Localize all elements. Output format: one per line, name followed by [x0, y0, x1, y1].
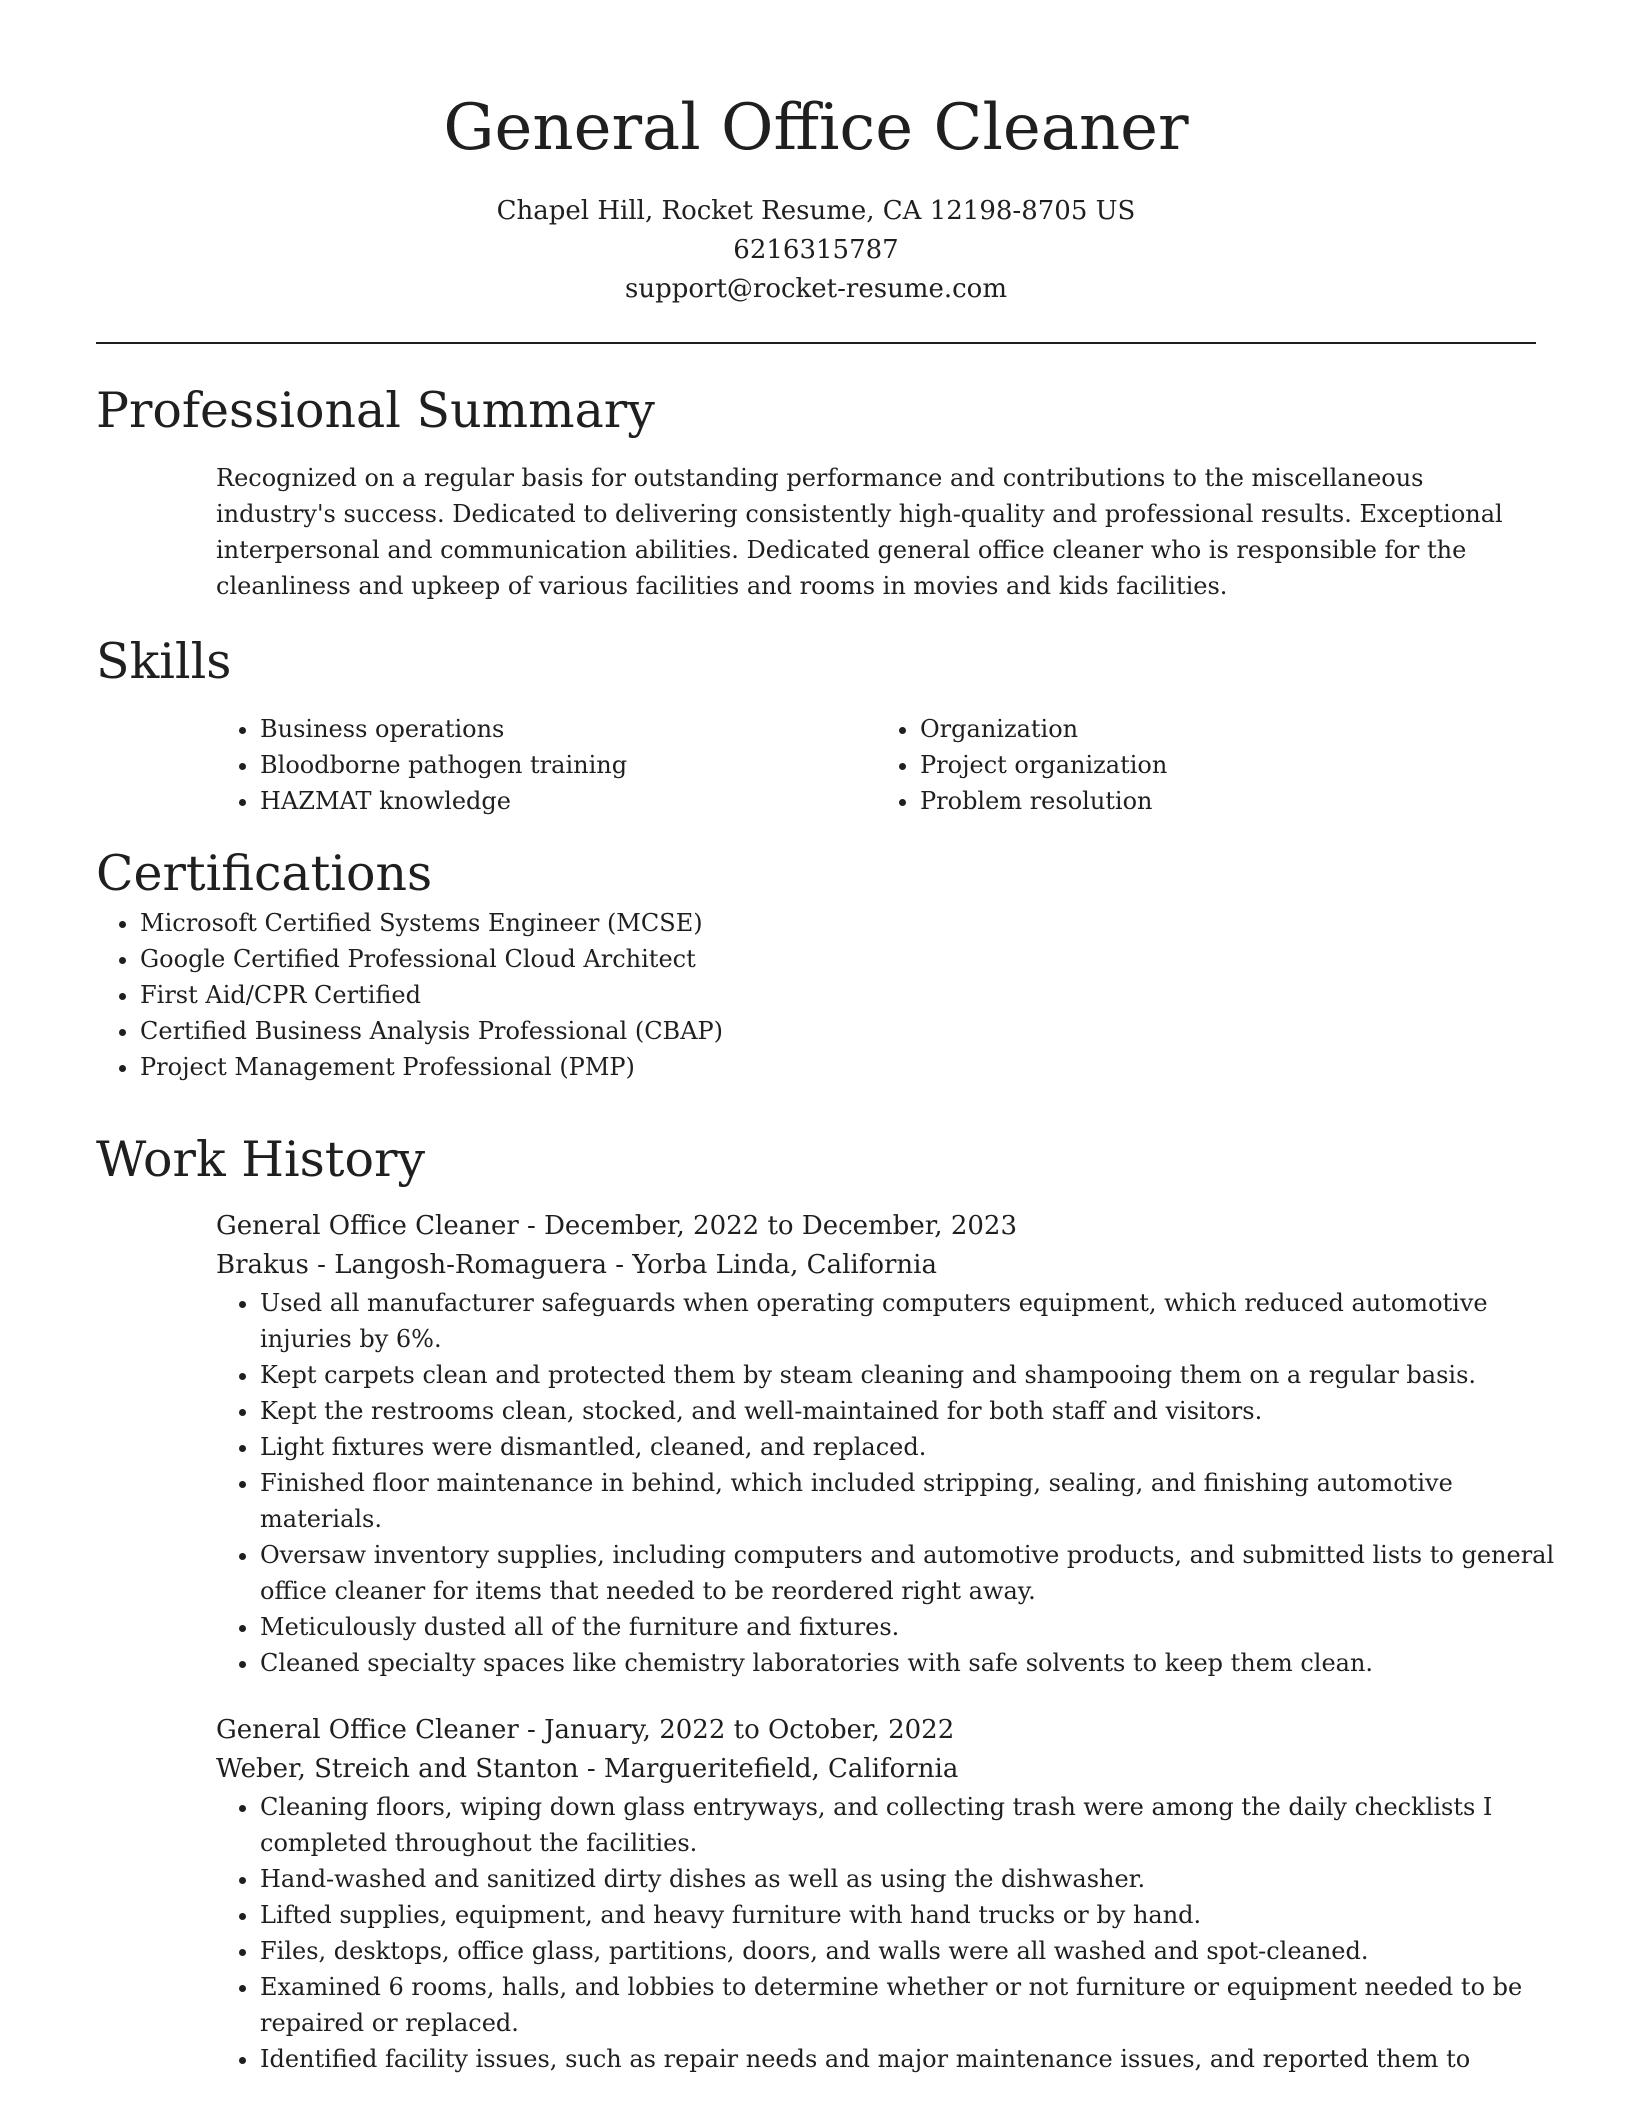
skill-item: • Business operations [260, 711, 876, 747]
skill-item: • HAZMAT knowledge [260, 783, 876, 819]
job-duty-item: • Kept the restrooms clean, stocked, and well-maintained for both staff and visitors. [260, 1393, 1580, 1429]
certification-item: • Microsoft Certified Systems Engineer (MCSE) [140, 905, 1536, 941]
contact-phone: 6216315787 [733, 235, 899, 265]
job-duties-list [216, 1789, 1580, 2077]
certification-item: • Certified Business Analysis Professional (CBAP) [140, 1013, 1536, 1049]
certification-item: • Project Management Professional (PMP) [140, 1049, 1536, 1085]
certification-item: • Google Certified Professional Cloud Architect [140, 941, 1536, 977]
skills-columns [216, 711, 1536, 819]
job-duty-item: • Kept carpets clean and protected them by steam cleaning and shampooing them on a regular basis. [260, 1357, 1580, 1393]
certifications-section [96, 843, 1536, 1085]
skill-item: • Problem resolution [920, 783, 1536, 819]
skills-list-left [216, 711, 876, 819]
job-duty-item: • Cleaned specialty spaces like chemistry laboratories with safe solvents to keep them clean. [260, 1645, 1580, 1681]
skill-item: • Project organization [920, 747, 1536, 783]
work-history-heading: Work History [96, 1131, 426, 1188]
job-title-dates: General Office Cleaner - January, 2022 to October, 2022 [216, 1715, 955, 1745]
job-duty-item: • Meticulously dusted all of the furniture and fixtures. [260, 1609, 1580, 1645]
job-duty-item: • Oversaw inventory supplies, including computers and automotive products, and submitted lists to general office cleaner for items that needed to be reordered right away. [260, 1537, 1580, 1609]
contact-block [96, 192, 1536, 309]
job-entry [216, 1207, 1555, 1681]
contact-address: Chapel Hill, Rocket Resume, CA 12198-8705 US [496, 196, 1136, 226]
job-duty-item: • Cleaning floors, wiping down glass entryways, and collecting trash were among the daily checklists I completed throughout the facilities. [260, 1789, 1580, 1861]
job-duty-item: • Finished floor maintenance in behind, which included stripping, sealing, and finishing automotive materials. [260, 1465, 1580, 1537]
job-duty-item: • Hand-washed and sanitized dirty dishes as well as using the dishwasher. [260, 1861, 1580, 1897]
skills-heading: Skills [96, 633, 232, 690]
job-entry [216, 1711, 1536, 2077]
job-company-location: Weber, Streich and Stanton - Margueritefield, California [216, 1754, 959, 1784]
job-duty-item: • Identified facility issues, such as repair needs and major maintenance issues, and reported them to [260, 2041, 1580, 2077]
header-divider [96, 342, 1536, 344]
candidate-name: General Office Cleaner [443, 91, 1189, 165]
skill-item: • Organization [920, 711, 1536, 747]
summary-heading: Professional Summary [96, 382, 655, 439]
skills-section [96, 631, 1536, 819]
summary-text: Recognized on a regular basis for outstanding performance and contributions to the miscellaneous industry's success. Dedicated to delivering consistently high-quality and professional results. Exceptional interpersonal and communication abilities. Dedicated general office cleaner who is responsible for the cleanliness and upkeep of various facilities and rooms in movies and kids facilities. [216, 464, 1503, 600]
work-history-section [96, 1129, 1555, 2077]
certification-item: • First Aid/CPR Certified [140, 977, 1536, 1013]
resume-header [96, 86, 1536, 309]
summary-section [96, 380, 1536, 604]
job-duty-item: • Files, desktops, office glass, partitions, doors, and walls were all washed and spot-cleaned. [260, 1933, 1580, 1969]
job-duty-item: • Examined 6 rooms, halls, and lobbies to determine whether or not furniture or equipment needed to be repaired or replaced. [260, 1969, 1580, 2041]
job-company-location: Brakus - Langosh-Romaguera - Yorba Linda, California [216, 1250, 937, 1280]
job-duty-item: • Used all manufacturer safeguards when operating computers equipment, which reduced automotive injuries by 6%. [260, 1285, 1580, 1357]
skills-list-right [876, 711, 1536, 819]
job-duty-item: • Lifted supplies, equipment, and heavy furniture with hand trucks or by hand. [260, 1897, 1580, 1933]
certifications-heading: Certifications [96, 845, 433, 902]
job-title-dates: General Office Cleaner - December, 2022 to December, 2023 [216, 1211, 1017, 1241]
certifications-list [96, 905, 1536, 1085]
skill-item: • Bloodborne pathogen training [260, 747, 876, 783]
contact-email: support@rocket-resume.com [624, 274, 1007, 304]
job-duties-list [216, 1285, 1580, 1681]
job-duty-item: • Light fixtures were dismantled, cleaned, and replaced. [260, 1429, 1580, 1465]
